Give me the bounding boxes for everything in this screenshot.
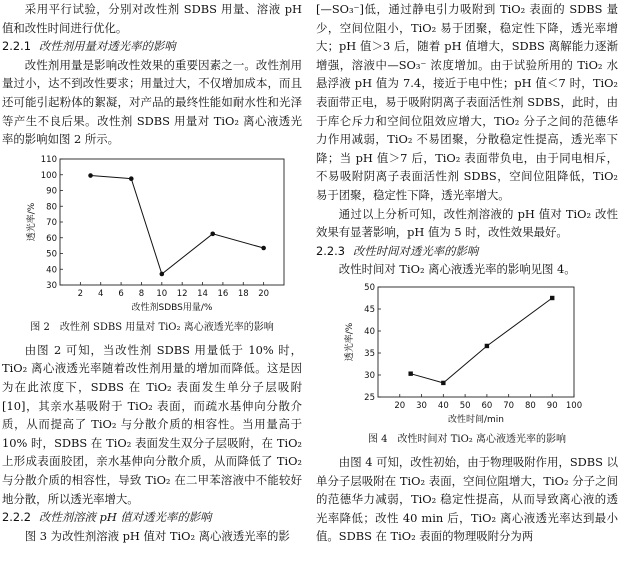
- figure-2-chart: [2, 149, 302, 317]
- left-column: [2, 0, 302, 545]
- data-point: [441, 381, 445, 385]
- data-point: [550, 296, 554, 300]
- x-tick-label: 80: [525, 400, 536, 411]
- x-tick-label: 10: [156, 288, 168, 299]
- paragraph-ph-summary: 通过以上分析可知，改性剂溶液的 pH 值对 TiO₂ 改性效果有显著影响，pH 值为 5 时，改性效果最好。: [316, 206, 618, 240]
- series-line: [91, 175, 264, 273]
- paragraph-dosage: 改性剂用量是影响改性效果的重要因素之一。改性剂用量过小，达不到改性要求；用量过大，不仅增加成本，而且还可能引起粉体的絮凝，对产品的最终性能如耐水性和光泽等产生不良后果。改性剂 SDBS 用量对 TiO₂ 离心液透光率的影响如图 2 所示。: [2, 57, 302, 147]
- data-point: [88, 173, 93, 178]
- x-tick-label: 70: [503, 400, 515, 411]
- x-tick-label: 20: [394, 400, 406, 411]
- x-tick-label: 50: [459, 400, 471, 411]
- paragraph-fig4-analysis: 由图 4 可知，改性初始，由于物理吸附作用，SDBS 以单分子层吸附在 TiO₂ 表面，空间位阻增大，TiO₂ 分子之间的范德华力减弱，TiO₂ 稳定性提高，从而导致离心液的透光率降低；改性 40 min 后，TiO₂ 离心液透光率达到最小值。SDBS 在 TiO₂ 表面的物理吸附分为两: [316, 454, 618, 544]
- section-title: 改性剂用量对透光率的影响: [38, 39, 176, 54]
- paragraph-intro: 采用平行试验，分别对改性剂 SDBS 用量、溶液 pH 值和改性时间进行优化。: [2, 2, 302, 35]
- section-heading-2-2-2: [2, 508, 302, 527]
- y-tick-label: 60: [46, 233, 57, 244]
- x-axis-label: 改性时间/min: [447, 414, 505, 425]
- figure-2-caption: 图 2 改性剂 SDBS 用量对 TiO₂ 离心液透光率的影响: [30, 321, 274, 333]
- paragraph-fig2-analysis: 由图 2 可知，当改性剂 SDBS 用量低于 10% 时，TiO₂ 离心液透光率随着改性剂用量的增加而降低。这是因为在此浓度下，SDBS 在 TiO₂ 表面发生单分子层吸附[10]，其亲水基吸附于 TiO₂ 表面，而疏水基伸向分散介质，从而提高了 TiO₂ 与分散介质的相容性。当用量高于 10% 时，SDBS 在 TiO₂ 表面发生双分子层吸附，在 TiO₂ 上形成表面胶团，亲水基伸向分散介质，从而降低了 TiO₂ 与分散介质的相容性，导致 TiO₂ 在二甲苯溶液中不能较好地分散，所以透光率增大。: [2, 342, 302, 506]
- x-tick-label: 60: [481, 400, 493, 411]
- x-tick-label: 8: [138, 288, 145, 299]
- paragraph-ph-analysis: [—SO₃⁻]低，通过静电引力吸附到 TiO₂ 表面的 SDBS 量少，空间位阻小，TiO₂ 易于团聚，稳定性下降，透光率增大；pH 值＞3 后，随着 pH 值增大，SDBS 离解能力逐渐增强，溶液中—SO₃⁻ 浓度增加。由于试验所用的 TiO₂ 水悬浮液 pH 值为 7.4，接近于电中性；pH 值＜7 时，TiO₂ 表面带正电，易于吸附阴离子表面活性剂 SDBS，此时，由于库仑斥力和空间位阻效应增大，TiO₂ 分子之间的范德华力作用减弱，TiO₂ 不易团聚，分散稳定性提高，透光率下降；当 pH 值＞7 后，TiO₂ 表面带负电，由于同电相斥，不易吸附阴离子表面活性剂 SDBS，空间位阻降低，TiO₂ 易于团聚，稳定性下降，透光率增大。: [316, 2, 618, 202]
- x-tick-label: 6: [118, 288, 124, 299]
- y-tick-label: 80: [46, 202, 57, 212]
- right-column: [316, 0, 618, 546]
- section-number: 2.2.2: [2, 510, 31, 525]
- figure-4-chart: [316, 279, 616, 429]
- x-tick-label: 4: [98, 288, 104, 299]
- section-title: 改性时间对透光率的影响: [352, 243, 479, 258]
- y-tick-label: 70: [46, 217, 57, 228]
- y-axis-label: 透光率/%: [27, 202, 37, 242]
- x-tick-label: 100: [565, 400, 583, 411]
- data-point: [485, 344, 489, 348]
- y-tick-label: 40: [364, 326, 375, 337]
- x-tick-label: 40: [437, 400, 449, 411]
- paragraph-ph-intro: 图 3 为改性剂溶液 pH 值对 TiO₂ 离心液透光率的影: [24, 528, 290, 543]
- x-tick-label: 14: [197, 288, 208, 299]
- section-title: 改性剂溶液 pH 值对透光率的影响: [38, 510, 212, 525]
- figure-4-caption: 图 4 改性时间对 TiO₂ 离心液透光率的影响: [368, 433, 566, 445]
- data-point: [129, 176, 134, 181]
- paragraph-time-intro: 改性时间对 TiO₂ 离心液透光率的影响见图 4。: [338, 262, 576, 277]
- y-tick-label: 30: [364, 370, 375, 381]
- series-line: [411, 298, 553, 383]
- y-tick-label: 35: [364, 348, 375, 359]
- x-tick-label: 90: [546, 400, 558, 411]
- x-axis-label: 改性剂SDBS用量/%: [131, 302, 213, 313]
- y-tick-label: 40: [46, 265, 57, 275]
- x-tick-label: 30: [416, 400, 427, 411]
- x-tick-label: 16: [217, 288, 229, 299]
- x-tick-label: 20: [258, 288, 270, 299]
- x-tick-label: 2: [77, 288, 84, 299]
- x-tick-label: 18: [237, 288, 249, 299]
- data-point: [160, 271, 165, 276]
- x-tick-label: 12: [176, 288, 188, 299]
- y-tick-label: 50: [364, 282, 375, 293]
- y-tick-label: 110: [40, 154, 57, 165]
- data-point: [408, 371, 412, 375]
- y-axis-label: 透光率/%: [345, 322, 355, 362]
- y-tick-label: 90: [46, 186, 57, 197]
- section-heading-2-2-3: [316, 242, 618, 261]
- y-tick-label: 50: [46, 249, 57, 260]
- y-tick-label: 45: [364, 304, 375, 315]
- data-point: [261, 245, 266, 250]
- section-heading-2-2-1: [2, 37, 302, 56]
- y-tick-label: 25: [364, 392, 375, 403]
- data-point: [210, 231, 215, 236]
- section-number: 2.2.1: [2, 39, 31, 54]
- y-tick-label: 100: [40, 170, 57, 181]
- y-tick-label: 30: [46, 280, 57, 291]
- section-number: 2.2.3: [316, 243, 345, 258]
